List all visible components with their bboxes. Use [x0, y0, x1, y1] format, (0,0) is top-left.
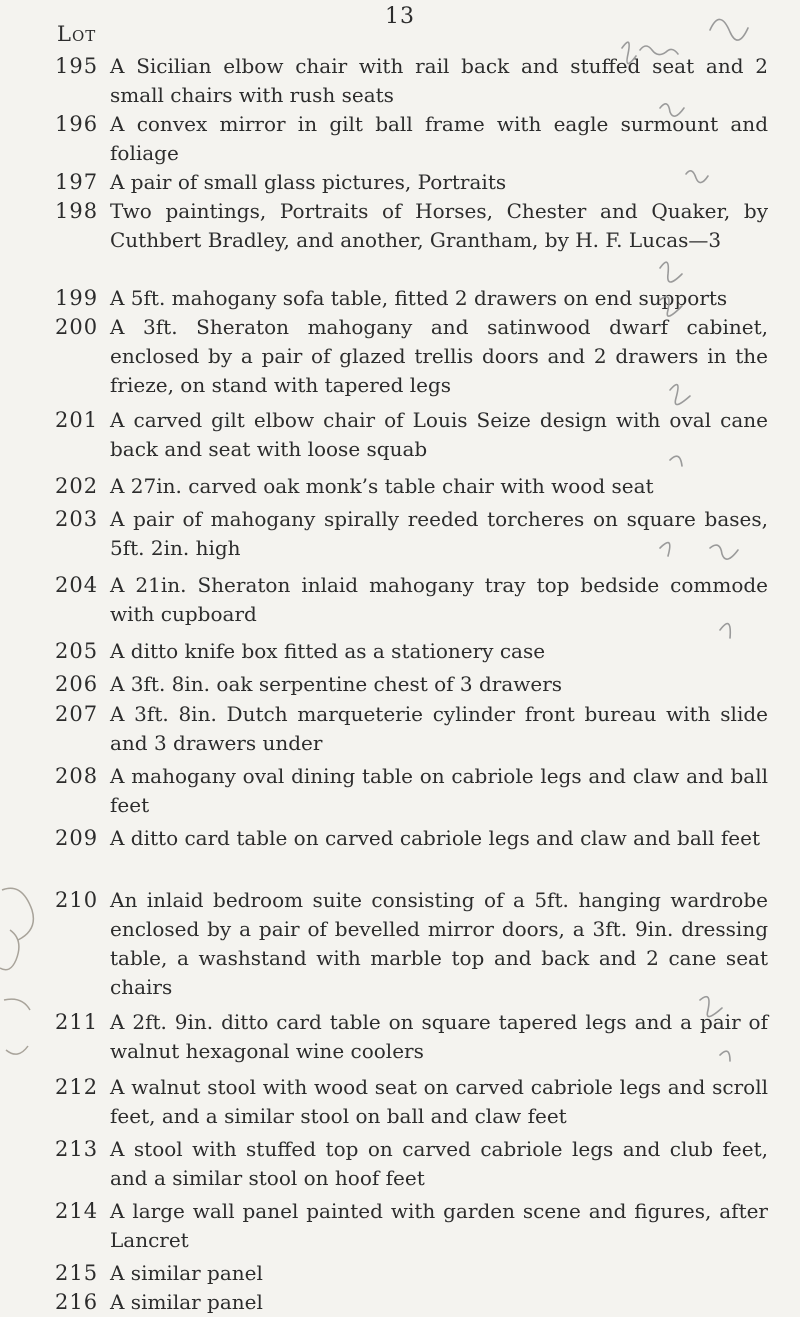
lot-number: 213 [55, 1137, 99, 1161]
lot-number: 214 [55, 1199, 99, 1223]
lot-entry [0, 52, 800, 110]
lot-entry [0, 284, 800, 313]
lot-description: A carved gilt elbow chair of Louis Seize design with oval cane back and seat with loose squab [110, 408, 768, 461]
lot-description: A 27in. carved oak monk’s table chair with wood seat [110, 474, 654, 498]
lot-number: 210 [55, 888, 99, 912]
lot-number: 211 [55, 1010, 99, 1034]
lot-number: 195 [55, 54, 99, 78]
lot-entry [0, 824, 800, 886]
lot-number: 207 [55, 702, 99, 726]
lot-description: A ditto card table on carved cabriole legs and claw and ball feet [110, 826, 761, 850]
lot-entry [0, 1259, 800, 1288]
lot-description: A convex mirror in gilt ball frame with eagle surmount and foliage [110, 112, 768, 165]
lot-entry [0, 197, 800, 284]
lot-number: 201 [55, 408, 99, 432]
lot-description: A 21in. Sheraton inlaid mahogany tray top bedside commode with cupboard [110, 573, 768, 626]
lot-number: 205 [55, 639, 99, 663]
lot-number: 204 [55, 573, 99, 597]
lot-number: 215 [55, 1261, 99, 1285]
lot-entry [0, 406, 800, 472]
lot-number: 203 [55, 507, 99, 531]
lot-entry [0, 472, 800, 505]
lot-list [0, 52, 800, 1317]
lot-entry [0, 1288, 800, 1317]
lot-number: 208 [55, 764, 99, 788]
lot-description: A 3ft. 8in. Dutch marqueterie cylinder front bureau with slide and 3 drawers under [110, 702, 768, 755]
lot-description: A pair of mahogany spirally reeded torcheres on square bases, 5ft. 2in. high [110, 507, 768, 560]
adjacent-page-fragment [0, 880, 54, 1110]
lot-entry [0, 505, 800, 571]
lot-description: A similar panel [110, 1261, 263, 1285]
lot-number: 206 [55, 672, 99, 696]
lot-description: A mahogany oval dining table on cabriole legs and claw and ball feet [110, 764, 768, 817]
lot-entry [0, 762, 800, 824]
lot-description: An inlaid bedroom suite consisting of a 5ft. hanging wardrobe enclosed by a pair of bevelled mirror doors, a 3ft. 9in. dressing table, a washstand with marble top and back and 2 cane seat chairs [110, 888, 768, 999]
lot-number: 202 [55, 474, 99, 498]
lot-description: A stool with stuffed top on carved cabriole legs and club feet, and a similar stool on hoof feet [110, 1137, 768, 1190]
lot-entry [0, 1197, 800, 1259]
lot-description: A ditto knife box fitted as a stationery case [110, 639, 546, 663]
page-number: 13 [385, 4, 415, 29]
lot-description: A Sicilian elbow chair with rail back and stuffed seat and 2 small chairs with rush seats [110, 54, 768, 107]
lot-entry [0, 886, 800, 1008]
lot-description: A 3ft. Sheraton mahogany and satinwood dwarf cabinet, enclosed by a pair of glazed trellis doors and 2 drawers in the frieze, on stand with tapered legs [110, 315, 768, 397]
lot-description: A pair of small glass pictures, Portraits [110, 170, 507, 194]
lot-entry [0, 571, 800, 637]
lot-number: 200 [55, 315, 99, 339]
lot-description: A 2ft. 9in. ditto card table on square tapered legs and a pair of walnut hexagonal wine coolers [110, 1010, 768, 1063]
lot-entry [0, 700, 800, 762]
lot-entry [0, 1135, 800, 1197]
lot-entry [0, 168, 800, 197]
lot-number: 197 [55, 170, 99, 194]
lot-entry [0, 637, 800, 670]
lot-number: 212 [55, 1075, 99, 1099]
lot-number: 198 [55, 199, 99, 223]
lot-description: A similar panel [110, 1290, 263, 1314]
lot-entry [0, 1073, 800, 1135]
lot-entry [0, 1008, 800, 1073]
lot-description: A 3ft. 8in. oak serpentine chest of 3 drawers [110, 672, 563, 696]
lot-number: 209 [55, 826, 99, 850]
lot-description: A walnut stool with wood seat on carved cabriole legs and scroll feet, and a similar stool on ball and claw feet [110, 1075, 768, 1128]
lot-description: A 5ft. mahogany sofa table, fitted 2 drawers on end supports [110, 286, 728, 310]
lot-entry [0, 313, 800, 406]
lot-entry [0, 670, 800, 700]
lot-entry [0, 110, 800, 168]
lot-number: 196 [55, 112, 99, 136]
lot-number: 199 [55, 286, 99, 310]
lot-number: 216 [55, 1290, 99, 1314]
lot-description: A large wall panel painted with garden scene and figures, after Lancret [110, 1199, 768, 1252]
lot-column-header: Lot [57, 22, 97, 46]
lot-description: Two paintings, Portraits of Horses, Chester and Quaker, by Cuthbert Bradley, and another, Grantham, by H. F. Lucas—3 [110, 199, 768, 252]
